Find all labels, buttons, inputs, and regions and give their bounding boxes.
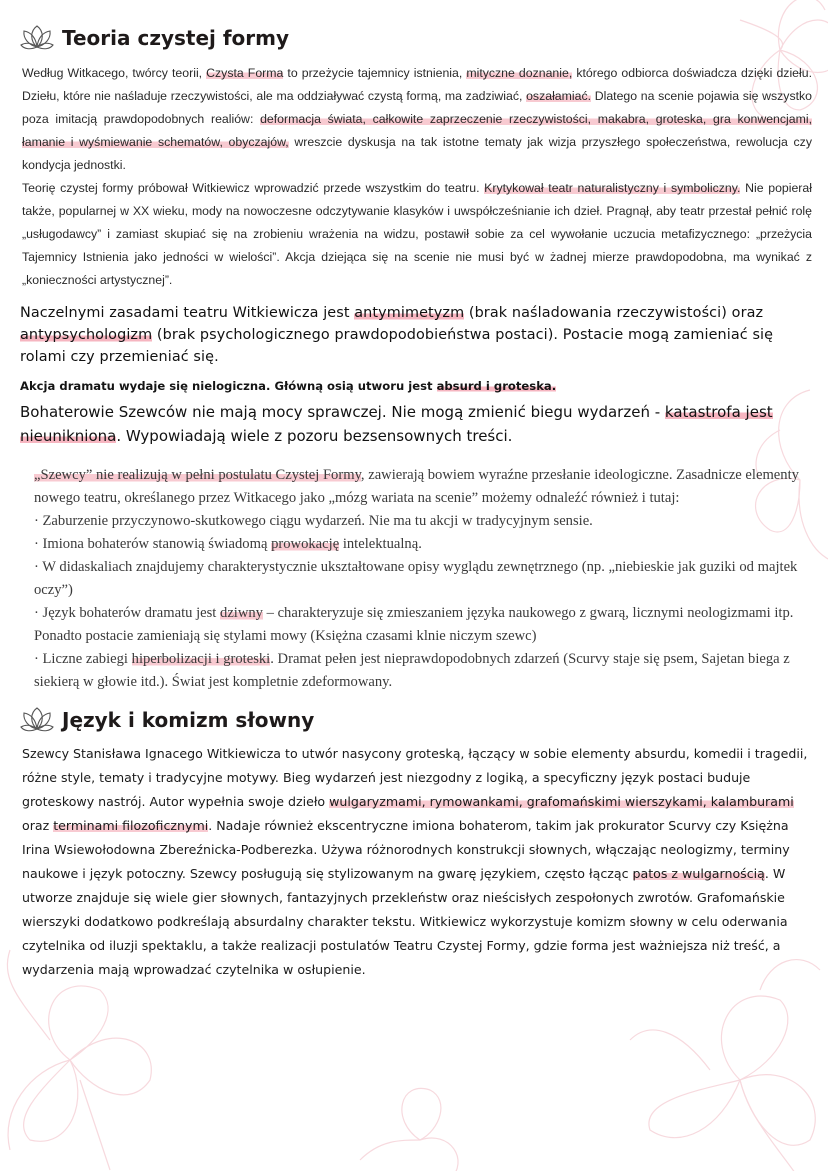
teoria-paragraph-1 xyxy=(22,62,812,177)
text-segment: Akcja dramatu wydaje się nielogiczna. Główną osią utworu jest xyxy=(20,379,437,393)
flower-bottom-left-icon xyxy=(7,950,151,1170)
feature-bullet-2 xyxy=(34,533,808,556)
highlighted-text: Krytykował teatr naturalistyczny i symboliczny. xyxy=(484,181,741,195)
flower-bottom-middle-icon xyxy=(360,1088,458,1171)
text-segment: Dlatego na scenie pojawia się wszystko poza imitacją prawdopodobnych realiów: xyxy=(22,89,813,126)
highlighted-text: absurd i groteska. xyxy=(436,379,557,393)
text-segment: wreszcie dyskusja na tak istotne tematy jak wizja przyszłego społeczeństwa, rewolucja czy kondycja jednostki. xyxy=(22,135,812,172)
text-segment: którego odbiorca doświadcza dzięki dziełu. Dziełu, które nie naśladuje rzeczywistości, ale ma oddziaływać czystą formą, ma zadziwiać, xyxy=(22,66,813,103)
lotus-flower-icon xyxy=(20,705,54,735)
highlighted-text: antypsychologizm xyxy=(20,327,153,343)
akcja-paragraph xyxy=(20,376,812,396)
text-segment: (brak naśladowania rzeczywistości) oraz xyxy=(464,305,764,321)
teoria-paragraphs xyxy=(22,62,812,292)
text-segment: to przeżycie tajemnicy istnienia, xyxy=(283,66,467,80)
text-segment: . Dramat pełen jest nieprawdopodobnych zdarzeń (Scurvy staje się psem, Sajetan biega z siekierą w głowie itd.). Świat jest kompletnie zdeformowany. xyxy=(34,651,790,690)
highlighted-text: hiperbolizacji i groteski xyxy=(131,651,271,667)
text-segment: · Zaburzenie przyczynowo-skutkowego ciągu wydarzeń. Nie ma tu akcji w tradycyjnym sensie. xyxy=(34,513,593,529)
text-segment: . Nadaje również ekscentryczne imiona bohaterom, takim jak prokurator Scurvy czy Księżna Irina Wsiewołodowna Zbereźnicka-Podberezka. Używa różnorodnych konstrukcji słownych, włączając neologizmy, terminy naukowe i język potoczny. Szewcy posługują się stylizowanym na gwarę językiem, często łącząc xyxy=(22,818,790,881)
text-segment: Według Witkacego, twórcy teorii, xyxy=(22,66,207,80)
section-heading-teoria xyxy=(20,22,812,54)
text-segment: Teorię czystej formy próbował Witkiewicz wprowadzić przede wszystkim do teatru. xyxy=(22,181,485,195)
lotus-flower-icon xyxy=(20,23,54,53)
section-heading-jezyk xyxy=(20,704,812,736)
flower-bottom-right-icon xyxy=(630,960,820,1171)
text-segment: Nie popierał także, popularnej w XX wieku, mody na nowoczesne odczytywanie klasyków i uwspółcześnianie ich dzieł. Pragnął, aby teatr przestał pełnić rolę „usługodawcy” i zamiast skupiać się na zrobieniu wrażenia na widzu, postawił sobie za cel wywołanie uczucia metafizycznego: „przeżycia Tajemnicy Istnienia jako jedności w wielości”. Akcja dziejąca się na scenie nie musi być w żadnej mierze prawdopodobna, ma wynikać z „konieczności artystycznej”. xyxy=(22,181,812,287)
features-list xyxy=(34,510,808,694)
highlighted-text: wulgaryzmami, rymowankami, grafomańskimi wierszykami, kalamburami xyxy=(329,794,794,809)
feature-bullet-4 xyxy=(34,602,808,648)
highlighted-text: katastrofa jest nieunikniona xyxy=(20,403,773,445)
highlighted-text: patos z wulgarnością xyxy=(632,866,765,881)
text-segment: · Język bohaterów dramatu jest xyxy=(34,605,221,621)
highlighted-text: antymimetyzm xyxy=(354,305,465,321)
highlighted-text: dziwny xyxy=(220,605,263,621)
bohaterowie-paragraph xyxy=(20,400,812,448)
text-segment: . Wypowiadają wiele z pozoru bezsensownych treści. xyxy=(116,427,513,445)
highlighted-text: Czysta Forma xyxy=(206,66,284,80)
text-segment: · Imiona bohaterów stanowią świadomą xyxy=(34,536,272,552)
feature-bullet-5 xyxy=(34,648,808,694)
text-segment: oraz xyxy=(22,818,54,833)
highlighted-text: deformacja świata, całkowite zaprzeczenie rzeczywistości, makabra, groteska, gra konwencjami, łamanie i wyśmiewanie schematów, obyczajów, xyxy=(22,112,813,149)
highlighted-text: oszałamiać. xyxy=(526,89,592,103)
jezyk-paragraph xyxy=(22,742,812,982)
text-segment: · Liczne zabiegi xyxy=(34,651,132,667)
szewcy-czysta-forma-block xyxy=(34,464,808,694)
feature-bullet-3 xyxy=(34,556,808,602)
szewcy-intro-paragraph xyxy=(34,464,808,510)
text-segment: Bohaterowie Szewców nie mają mocy sprawczej. Nie mogą zmienić biegu wydarzeń - xyxy=(20,403,665,421)
teoria-paragraph-2 xyxy=(22,177,812,292)
section-heading-text: Język i komizm słowny xyxy=(62,708,315,732)
text-segment: . W utworze znajduje się wiele gier słownych, fantazyjnych przekleństw oraz nieścisłych zespołonych zwrotów. Grafomańskie wierszyki dodatkowo podkreślają absurdalny charakter tekstu. Witkiewicz wykorzystuje komizm słowny w celu oderwania czytelnika od iluzji spektaklu, a także realizacji postulatów Teatru Czystej Formy, gdzie forma jest ważniejsza niż treść, a wydarzenia mają wprowadzać czytelnika w osłupienie. xyxy=(22,866,788,977)
highlighted-text: „Szewcy” nie realizują w pełni postulatu Czystej Formy xyxy=(34,467,361,483)
page-content xyxy=(20,22,812,982)
highlighted-text: mityczne doznanie, xyxy=(466,66,573,80)
text-segment: · W didaskaliach znajdujemy charakterystycznie ukształtowane opisy wyglądu zewnętrznego (np. „niebieskie jak guziki od majtek oczy”) xyxy=(34,559,798,598)
highlighted-text: prowokację xyxy=(271,536,340,552)
zasady-paragraph xyxy=(20,302,812,368)
text-segment: Naczelnymi zasadami teatru Witkiewicza jest xyxy=(20,305,355,321)
text-segment: – charakteryzuje się zmieszaniem języka naukowego z gwarą, licznymi neologizmami itp. Ponadto postacie zamieniają się stylami mowy (Księżna czasami klnie niczym szewc) xyxy=(34,605,794,644)
section-heading-text: Teoria czystej formy xyxy=(62,26,290,50)
text-segment: Szewcy Stanisława Ignacego Witkiewicza to utwór nasycony groteską, łączący w sobie elementy absurdu, komedii i tragedii, różne style, tematy i tradycyjne motywy. Bieg wydarzeń jest niezgodny z logiką, a specyficzny język postaci buduje groteskowy nastrój. Autor wypełnia swoje dzieło xyxy=(22,746,808,809)
feature-bullet-1 xyxy=(34,510,808,533)
text-segment: (brak psychologicznego prawdopodobieństwa postaci). Postacie mogą zamieniać się rolami czy przemieniać się. xyxy=(20,327,774,365)
highlighted-text: terminami filozoficznymi xyxy=(53,818,209,833)
text-segment: intelektualną. xyxy=(339,536,422,552)
text-segment: , zawierają bowiem wyraźne przesłanie ideologiczne. Zasadnicze elementy nowego teatru, określanego przez Witkacego jako „mózg wariata na scenie” możemy odnaleźć również i tutaj: xyxy=(34,467,799,506)
